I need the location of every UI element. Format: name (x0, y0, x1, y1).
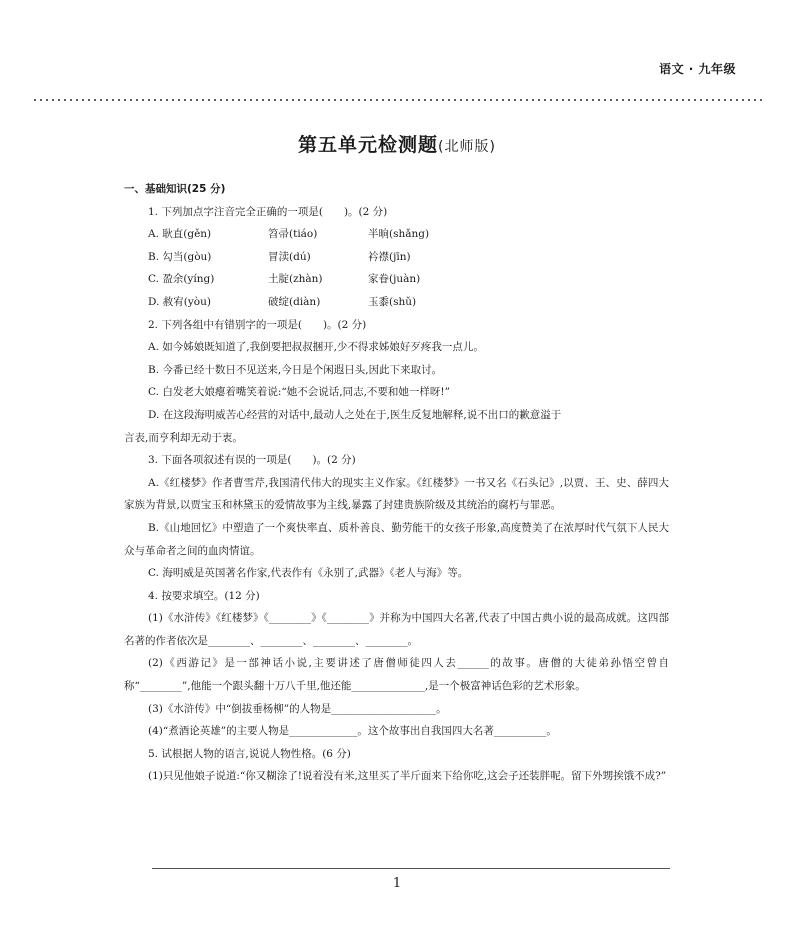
q2-option-c: C. 白发老大娘瘪着嘴笑着说:“她不会说话,同志,不要和她一样呀!” (148, 386, 451, 399)
page-number: 1 (392, 876, 402, 891)
q4-item-1: (1)《水浒传》《红楼梦》《________》《________》并称为中国四大名著,代表了中国古典小说的最高成就。这四部名著的作者依次是________、________、________、________。 (124, 612, 669, 647)
question-3-stem: 3. 下面各项叙述有误的一项是( )。(2 分) (148, 454, 356, 467)
exam-content (124, 178, 669, 788)
option-item: 家眷(juàn) (368, 273, 421, 286)
option-item: B. 勾当(gòu) (148, 250, 212, 263)
dotted-divider (32, 97, 766, 103)
q1-option-b (124, 246, 669, 269)
q2-option-d-line1: D. 在这段海明威苦心经营的对话中,最动人之处在于,医生反复地解释,说不出口的歉意溢于 (148, 408, 562, 421)
footer-rule (152, 868, 670, 869)
q2-option-b: B. 今番已经十数日不见送来,今日是个闲遐日头,因此下来取讨。 (148, 363, 443, 376)
q2-option-a: A. 如今姊娘既知道了,我倒要把叔叔捆开,少不得求姊娘好歹疼我一点儿。 (148, 341, 484, 354)
q4-item-4: (4)“煮酒论英雄”的主要人物是_____________。这个故事出自我国四大名著__________。 (148, 725, 557, 738)
option-item: 衿襟(jīn) (368, 250, 411, 263)
option-item: 土腚(zhàn) (268, 273, 323, 286)
question-1-stem: 1. 下列加点字注音完全正确的一项是( )。(2 分) (148, 205, 388, 218)
q1-option-a (124, 223, 669, 246)
q4-item-3: (3)《水浒传》中“倒拔垂杨柳”的人物是____________________。 (148, 702, 447, 715)
q1-option-c (124, 268, 669, 291)
q1-option-d (124, 291, 669, 314)
question-2-stem: 2. 下列各组中有错别字的一项是( )。(2 分) (148, 318, 367, 331)
option-item: A. 耿直(gěn) (148, 228, 212, 241)
option-item: C. 盈余(yíng) (148, 273, 215, 286)
option-item: D. 赦宥(yòu) (148, 295, 211, 308)
section-heading: 一、基础知识(25 分) (124, 183, 226, 195)
q5-item-1: (1)只见他娘子说道:“你又糊涂了!说着没有米,这里买了半斤面来下给你吃,这会子还装胖呢。留下外甥挨饿不成?” (148, 770, 667, 783)
question-4-stem: 4. 按要求填空。(12 分) (148, 589, 260, 602)
option-item: 半晌(shǎng) (368, 228, 430, 241)
q4-item-2: (2)《西游记》是一部神话小说,主要讲述了唐僧师徒四人去______的故事。唐僧的大徒弟孙悟空曾自称“________”,他能一个跟头翻十万八千里,他还能______________,是一个极富神话色彩的艺术形象。 (124, 657, 669, 693)
title-main: 第五单元检测题 (298, 134, 439, 156)
page-title (0, 130, 794, 157)
q3-option-a: A.《红楼梦》作者曹雪芹,我国清代伟大的现实主义作家。《红楼梦》一书又名《石头记》,以贾、王、史、薛四大家族为背景,以贾宝玉和林黛玉的爱情故事为主线,暴露了封建贵族阶级及其统治的腐朽与罪恶。 (124, 476, 669, 512)
subject-grade-tag: 语文 · 九年级 (659, 62, 736, 76)
option-item: 玉黍(shǔ) (368, 295, 417, 308)
option-item: 冒渎(dú) (268, 250, 311, 263)
option-item: 破绽(diàn) (268, 295, 321, 308)
question-5-stem: 5. 试根据人物的语言,说说人物性格。(6 分) (148, 747, 351, 760)
q3-option-c: C. 海明威是英国著名作家,代表作有《永别了,武器》《老人与海》等。 (148, 567, 469, 580)
q3-option-b: B.《山地回忆》中塑造了一个爽快率直、质朴善良、勤劳能干的女孩子形象,高度赞美了在浓厚时代气氛下人民大众与革命者之间的血肉情谊。 (124, 521, 669, 557)
title-edition: (北师版) (438, 139, 496, 155)
option-item: 笤帚(tiáo) (268, 228, 318, 241)
q2-option-d-line2: 言表,而亨利却无动于衷。 (124, 431, 243, 444)
